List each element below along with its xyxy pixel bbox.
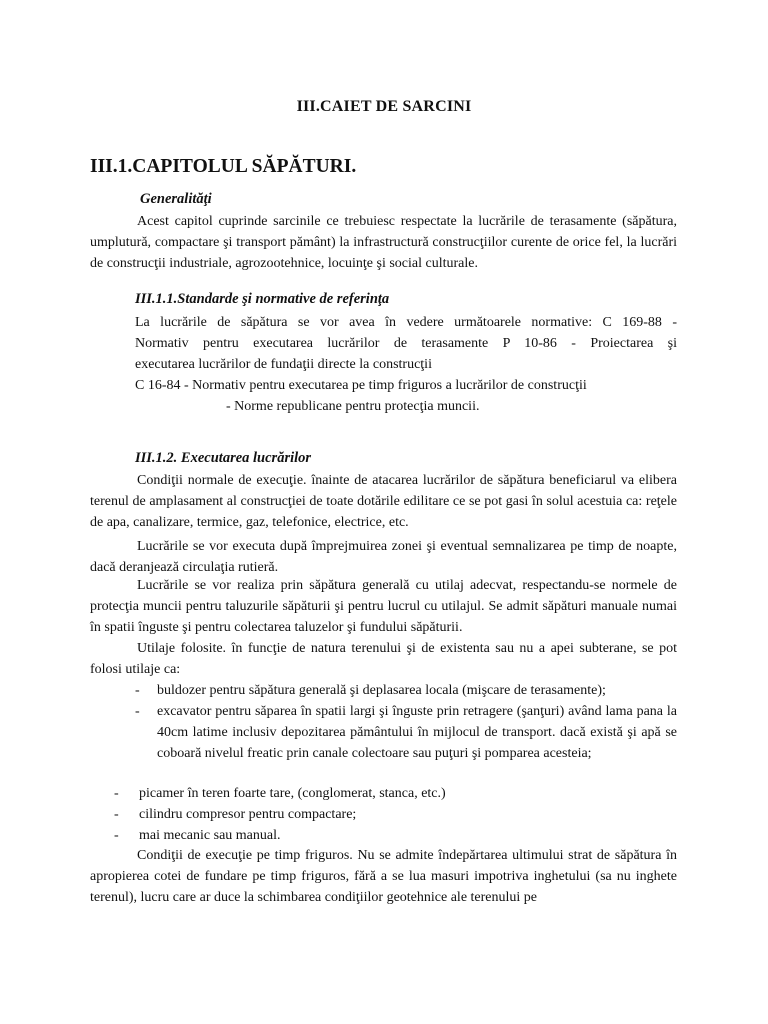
execution-paragraph-3: Lucrările se vor realiza prin săpătura generală cu utilaj adecvat, respectandu-se normele de protecţia muncii pentru taluzurile săpăturii şi pentru lucrul cu utilajul. Se admit săpături manuale numai în spatii înguste şi pentru colectarea taluzelor şi fundului săpăturii.	[90, 578, 677, 635]
list-item	[90, 825, 677, 846]
execution-heading: III.1.2. Executarea lucrărilor	[135, 450, 312, 466]
standards-line-3: executarea lucrărilor de fundaţii directe la construcţii	[135, 357, 432, 372]
bullet-dash: -	[114, 807, 119, 822]
standards-line-5: - Norme republicane pentru protecţia muncii.	[226, 399, 480, 414]
list-item	[135, 701, 677, 785]
list-item	[90, 804, 677, 825]
list-item-text: buldozer pentru săpătura generală şi deplasarea locala (mişcare de terasamente);	[157, 683, 606, 698]
standards-line-2: Normativ pentru executarea lucrărilor de terasamente P 10-86 - Proiectarea şi	[135, 336, 677, 351]
execution-paragraph-2: Lucrările se vor executa după împrejmuirea zonei şi eventual semnalizarea pe timp de noapte, dacă deranjează circulaţia rutieră.	[90, 539, 677, 575]
bullet-dash: -	[135, 704, 140, 719]
list-item-text: picamer în teren foarte tare, (conglomerat, stanca, etc.)	[139, 786, 446, 801]
list-item	[90, 783, 677, 804]
bullet-dash: -	[114, 828, 119, 843]
general-heading: Generalităţi	[140, 191, 212, 207]
execution-paragraph-5: Condiţii de execuţie pe timp friguros. Nu se admite îndepărtarea ultimului strat de săpătura în apropierea cotei de fundare pe timp friguros, fără a se lua masuri impotriva inghetului (sa nu inghete terenul), lucru care ar duce la schimbarea condiţiilor geotehnice ale terenului pe	[90, 848, 677, 905]
chapter-heading: III.1.CAPITOLUL SĂPĂTURI.	[90, 156, 357, 177]
general-paragraph: Acest capitol cuprinde sarcinile ce trebuiesc respectate la lucrările de terasamente (săpătura, umplutură, compactare şi transport pământ) la infrastructură construcţiilor curente de orice fel, la lucrări de construcţii industriale, agrozootehnice, locuinţe şi social culturale.	[90, 214, 677, 271]
list-item-text: mai mecanic sau manual.	[139, 828, 281, 843]
list-item-text: cilindru compresor pentru compactare;	[139, 807, 357, 822]
list-item	[135, 680, 677, 701]
execution-paragraph-1: Condiţii normale de execuţie. înainte de atacarea lucrărilor de săpătura beneficiarul va elibera terenul de amplasament al construcţiei de toate dotările edilitare ce se pot gasi în solul acestuia ca: reţele de apa, canalizare, termice, gaz, telefonice, electrice, etc.	[90, 473, 677, 530]
standards-line-4: C 16-84 - Normativ pentru executarea pe timp friguros a lucrărilor de construcţii	[135, 378, 587, 393]
standards-heading: III.1.1.Standarde şi normative de referinţa	[135, 291, 390, 307]
list-item-text: excavator pentru săparea în spatii largi şi înguste prin retragere (şanţuri) având lama pana la 40cm latime inclusiv depozitarea pământului în mijlocul de transport. dacă există şi apă se coboară nivelul freatic prin canale colectoare sau puţuri şi pomparea acesteia;	[157, 704, 677, 761]
execution-paragraph-4: Utilaje folosite. în funcţie de natura terenului şi de existenta sau nu a apei subterane, se pot folosi utilaje ca:	[90, 641, 677, 677]
standards-line-1: La lucrările de săpătura se vor avea în vedere următoarele normative: C 169-88 -	[135, 315, 677, 330]
bullet-dash: -	[135, 683, 140, 698]
bullet-dash: -	[114, 786, 119, 801]
document-title: III.CAIET DE SARCINI	[296, 98, 472, 115]
